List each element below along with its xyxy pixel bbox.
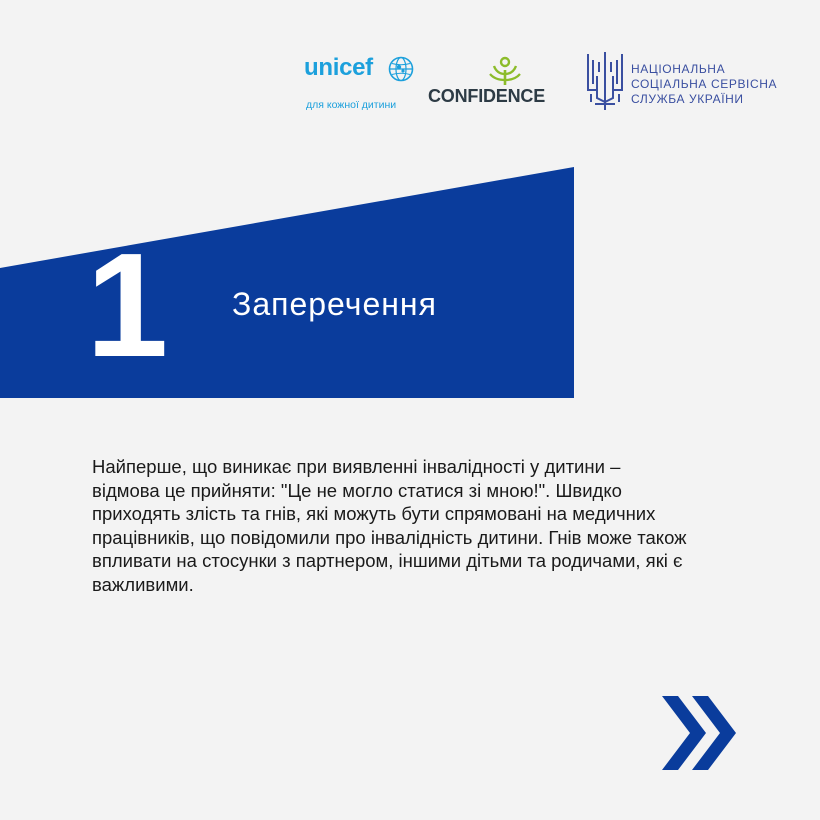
nss-line-1: НАЦІОНАЛЬНА [631, 62, 726, 76]
step-title: Заперечення [232, 286, 437, 322]
unicef-tagline: для кожної дитини [306, 99, 397, 111]
step-number: 1 [86, 223, 169, 388]
unicef-wordmark: unicef [304, 54, 373, 81]
nss-line-2: СОЦІАЛЬНА СЕРВІСНА [631, 77, 778, 91]
confidence-wordmark: CONFIDENCE [428, 86, 546, 106]
body-paragraph: Найперше, що виникає при виявленні інвалідності у дитини – відмова це прийняти: "Це не могло статися зі мною!". Швидко приходять злість та гнів, які можуть бути спрямовані на медичних працівників, що повідомили про інвалідність дитини. Гнів може також впливати на стосунки з партнером, іншими дітьми та родичами, які є важливими. [92, 456, 687, 595]
nss-line-3: СЛУЖБА УКРАЇНИ [631, 92, 744, 106]
double-chevron-right-icon[interactable] [662, 696, 740, 770]
